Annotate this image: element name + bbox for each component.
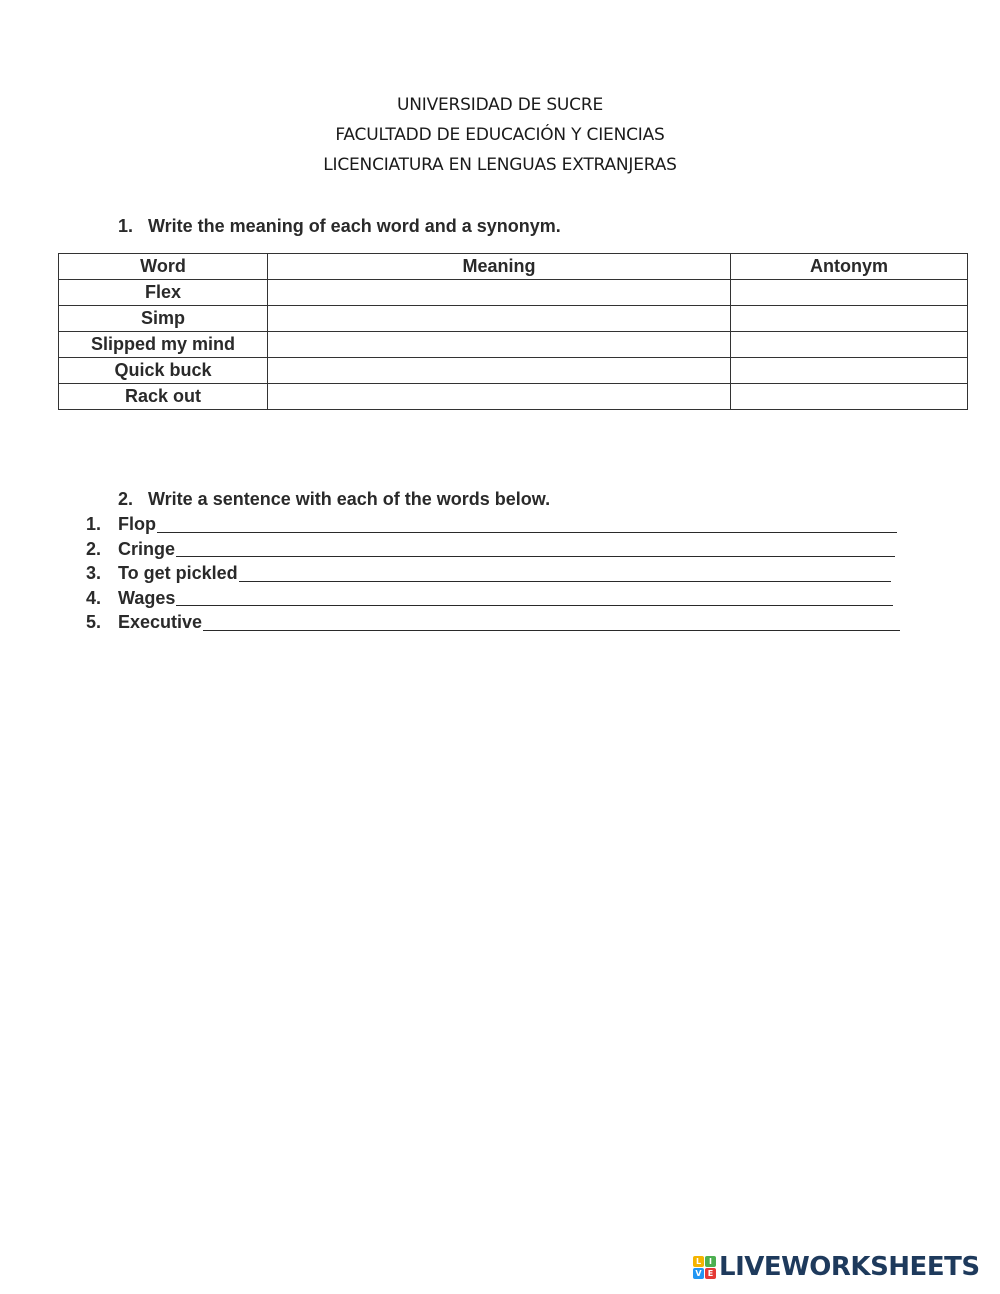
meaning-cell[interactable]	[268, 280, 731, 306]
word-cell: Flex	[59, 280, 268, 306]
university-name: UNIVERSIDAD DE SUCRE	[397, 95, 603, 115]
logo-tile: L	[693, 1256, 704, 1267]
liveworksheets-logo-icon	[693, 1256, 716, 1279]
header-antonym: Antonym	[731, 254, 968, 280]
antonym-cell[interactable]	[731, 306, 968, 332]
question-2-title	[118, 489, 550, 510]
item-number: 3.	[86, 563, 102, 583]
item-number: 5.	[86, 612, 102, 632]
vocabulary-table	[58, 253, 968, 410]
word-cell: Quick buck	[59, 358, 268, 384]
program-name: LICENCIATURA EN LENGUAS EXTRANJERAS	[323, 155, 677, 175]
table-header-row	[59, 254, 968, 280]
item-number: 4.	[86, 587, 102, 608]
header-word: Word	[59, 254, 268, 280]
meaning-cell[interactable]	[268, 306, 731, 332]
question-1-title	[118, 216, 561, 237]
item-number: 2.	[86, 538, 102, 559]
word-cell: Slipped my mind	[59, 332, 268, 358]
list-item	[86, 512, 900, 537]
document-header	[0, 90, 1000, 180]
item-word: To get pickled	[118, 563, 238, 583]
item-number: 1.	[86, 514, 102, 534]
meaning-cell[interactable]	[268, 332, 731, 358]
question-2-text: Write a sentence with each of the words below.	[148, 489, 551, 509]
table-row	[59, 384, 968, 410]
list-item	[86, 586, 900, 611]
item-word: Wages	[118, 587, 176, 608]
antonym-cell[interactable]	[731, 384, 968, 410]
answer-line[interactable]	[239, 563, 891, 582]
word-cell: Rack out	[59, 384, 268, 410]
word-cell: Simp	[59, 306, 268, 332]
logo-text: LIVEWORKSHEETS	[719, 1252, 980, 1282]
list-item	[86, 610, 900, 635]
list-item	[86, 561, 900, 586]
answer-line[interactable]	[176, 538, 895, 557]
meaning-cell[interactable]	[268, 384, 731, 410]
logo-tile: V	[693, 1268, 704, 1279]
table-row	[59, 306, 968, 332]
header-meaning: Meaning	[268, 254, 731, 280]
table-row	[59, 280, 968, 306]
item-word: Executive	[118, 612, 203, 632]
meaning-cell[interactable]	[268, 358, 731, 384]
antonym-cell[interactable]	[731, 280, 968, 306]
table-row	[59, 332, 968, 358]
liveworksheets-logo	[693, 1252, 980, 1282]
item-word: Flop	[118, 514, 156, 534]
list-item	[86, 537, 900, 562]
logo-tile: I	[705, 1256, 716, 1267]
question-1-number: 1.	[118, 216, 134, 236]
antonym-cell[interactable]	[731, 358, 968, 384]
antonym-cell[interactable]	[731, 332, 968, 358]
table-row	[59, 358, 968, 384]
answer-line[interactable]	[203, 612, 900, 631]
faculty-name: FACULTADD DE EDUCACIÓN Y CIENCIAS	[335, 125, 665, 145]
question-1-text: Write the meaning of each word and a synonym.	[148, 216, 561, 236]
question-2-number: 2.	[118, 489, 134, 509]
item-word: Cringe	[118, 538, 176, 559]
sentence-list	[86, 512, 900, 635]
answer-line[interactable]	[176, 587, 893, 606]
answer-line[interactable]	[157, 514, 897, 533]
logo-tile: E	[705, 1268, 716, 1279]
